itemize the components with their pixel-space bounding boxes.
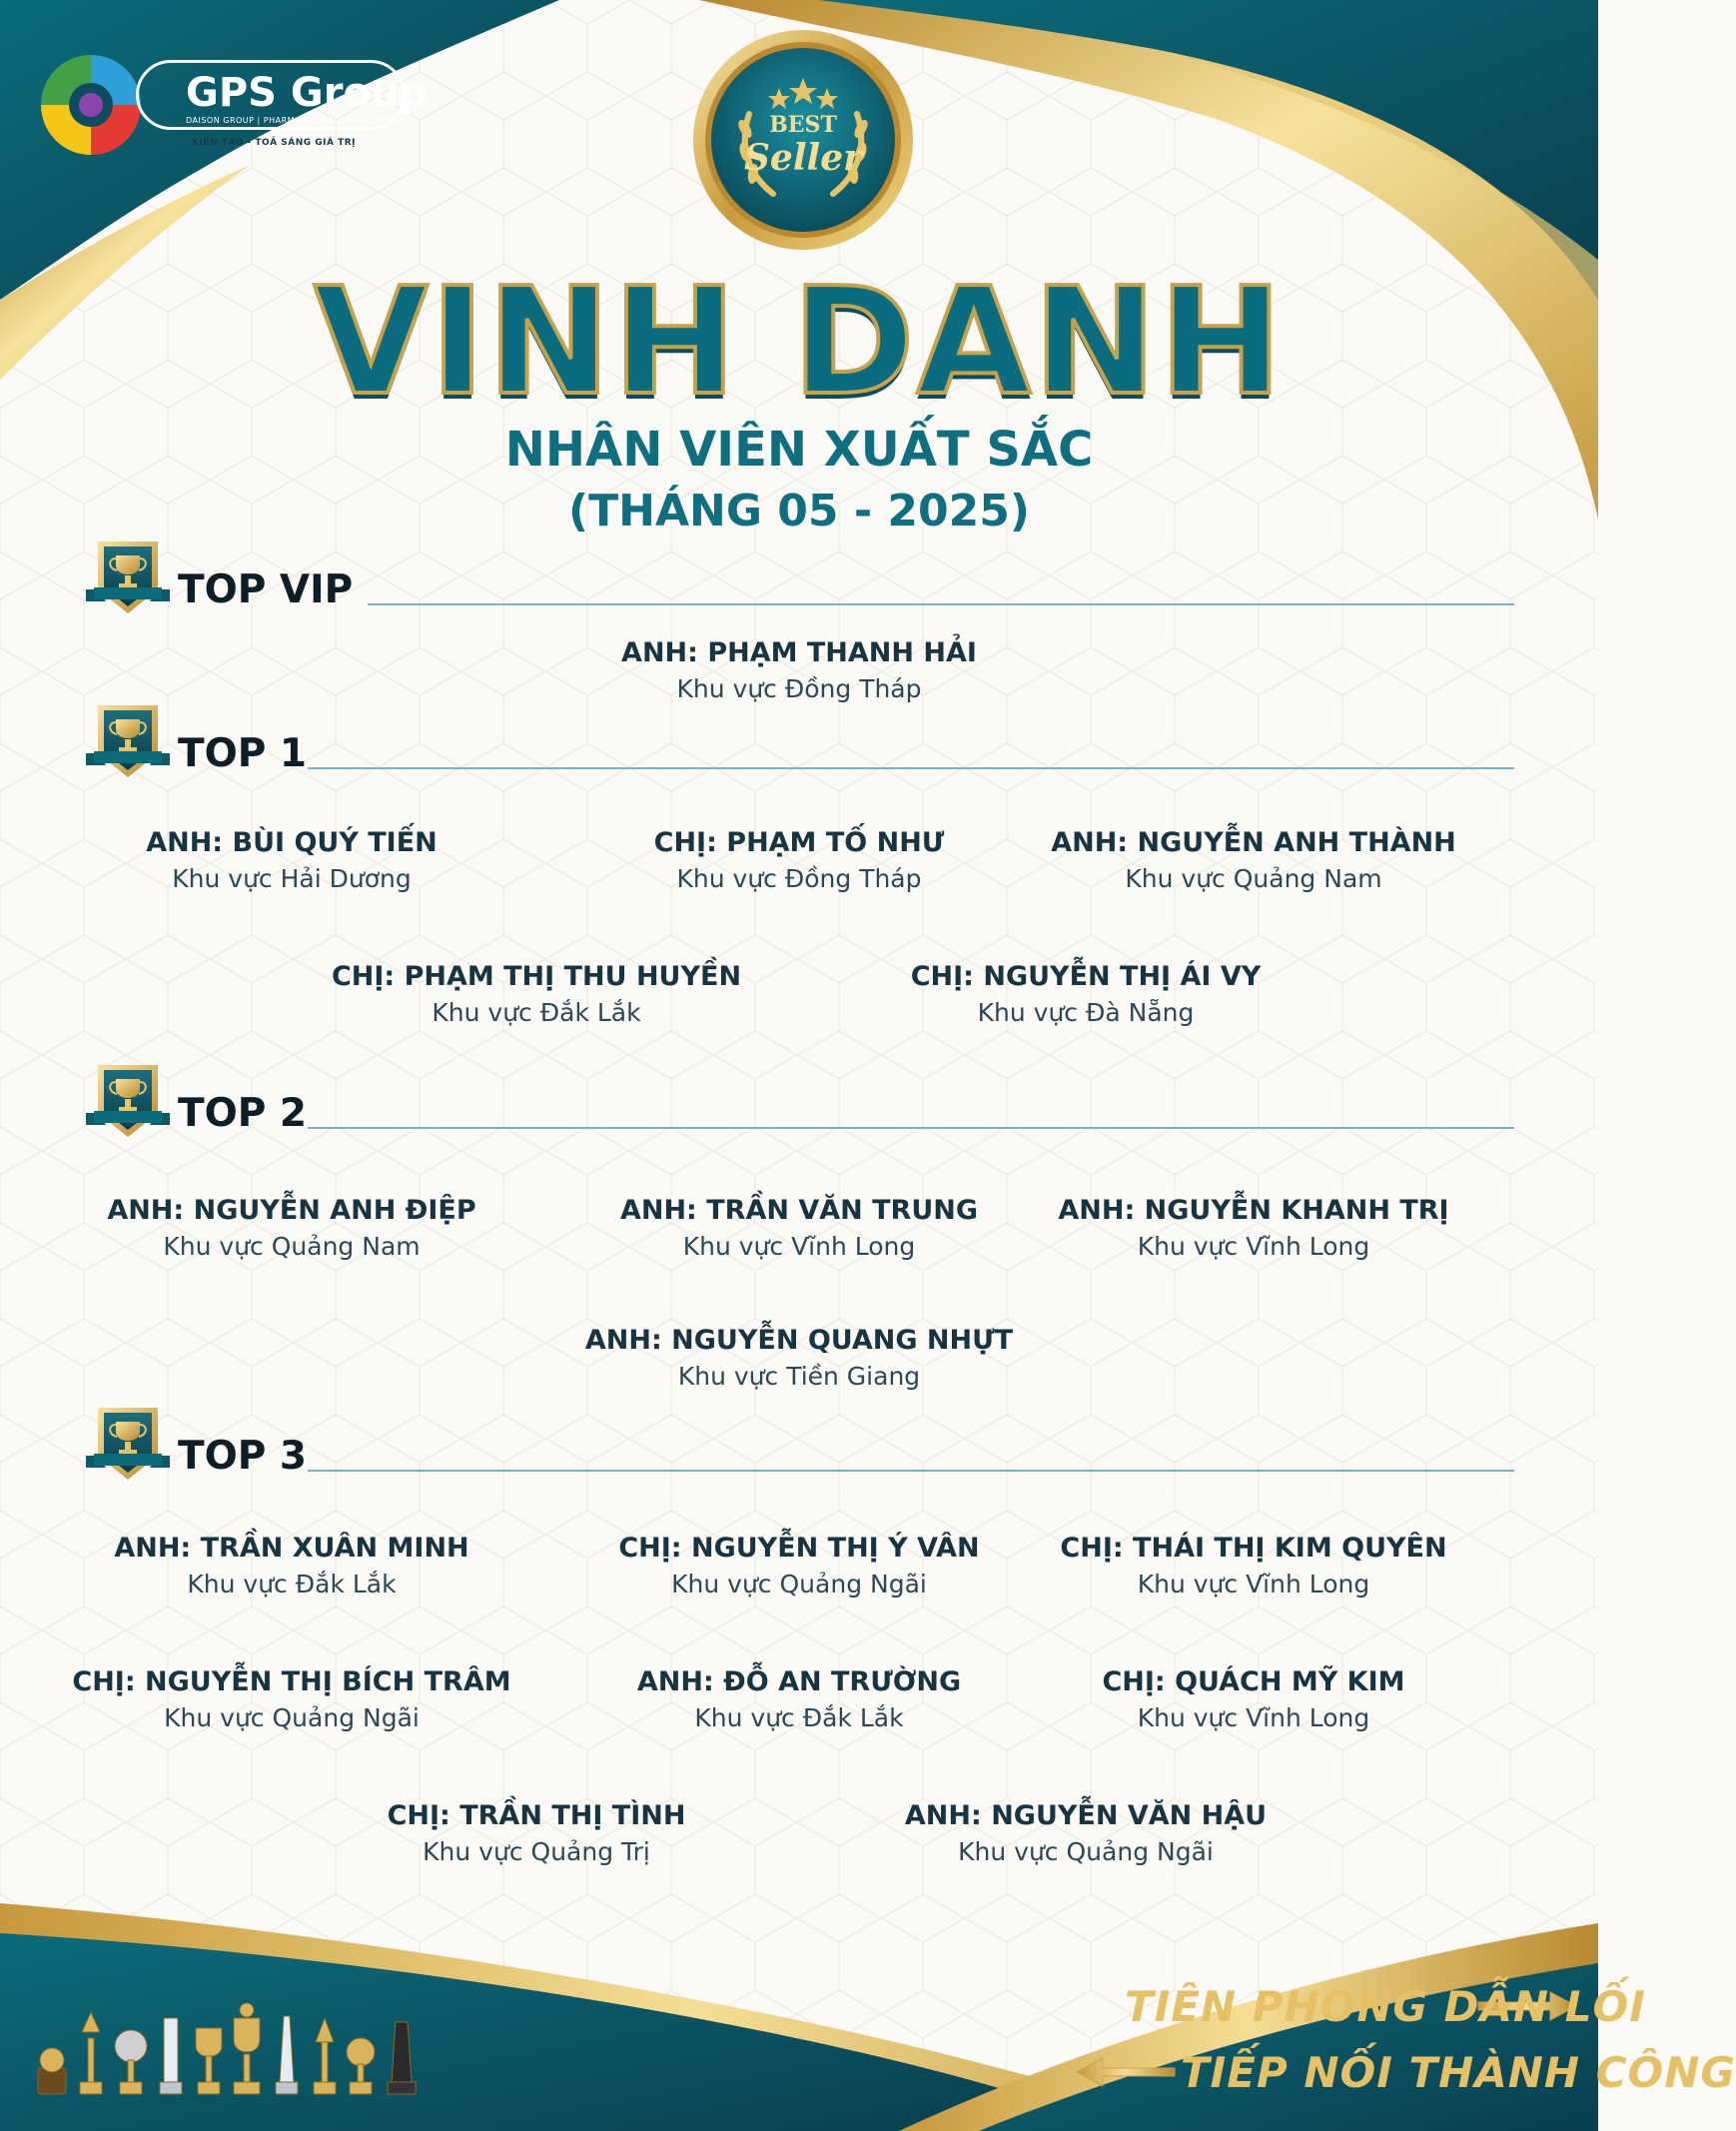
brand-slogan: KIẾN TẠO - TOẢ SÁNG GIÁ TRỊ: [192, 138, 357, 148]
honoree-area: Khu vực Quảng Trị: [423, 1837, 650, 1866]
honoree-area: Khu vực Vĩnh Long: [1137, 1570, 1370, 1598]
honoree-name: ANH: PHẠM THANH HẢI: [621, 637, 977, 668]
honoree-name: CHỊ: THÁI THỊ KIM QUYÊN: [1060, 1533, 1447, 1564]
honoree-area: Khu vực Tiền Giang: [677, 1362, 921, 1391]
section-trophy-icon: [84, 701, 172, 781]
honoree-name: CHỊ: PHẠM THỊ THU HUYỀN: [331, 961, 742, 992]
honoree-area: Khu vực Đắk Lắk: [694, 1703, 904, 1732]
page-subtitle: NHÂN VIÊN XUẤT SẮC: [504, 422, 1094, 478]
honoree-name: CHỊ: NGUYỄN THỊ BÍCH TRÂM: [72, 1666, 511, 1697]
honoree-area: Khu vực Quảng Ngãi: [671, 1570, 927, 1598]
honoree: [519, 1325, 1079, 1391]
honoree-area: Khu vực Đắk Lắk: [432, 998, 641, 1027]
honoree: [257, 961, 816, 1027]
section-trophy-icon: [84, 1061, 172, 1141]
honoree-name: ANH: NGUYỄN ANH ĐIỆP: [107, 1195, 476, 1226]
honoree-name: ANH: NGUYỄN QUANG NHỰT: [584, 1325, 1014, 1356]
honoree-name: ANH: NGUYỄN KHANH TRỊ: [1058, 1195, 1449, 1226]
honoree-area: Khu vực Vĩnh Long: [1137, 1703, 1370, 1732]
section-divider: [308, 1470, 1514, 1472]
section-divider: [368, 603, 1514, 605]
footer-arrow-bottom-icon: [1075, 2054, 1175, 2090]
brand-logo-block: [36, 50, 429, 160]
honoree: [257, 1800, 816, 1866]
section-label: TOP 3: [178, 1434, 308, 1479]
honoree-name: ANH: TRẦN XUÂN MINH: [114, 1533, 469, 1564]
honoree-area: Khu vực Quảng Nam: [1125, 864, 1382, 893]
honoree-name: CHỊ: QUÁCH MỸ KIM: [1102, 1666, 1405, 1697]
honoree-name: CHỊ: PHẠM TỐ NHƯ: [653, 827, 945, 858]
best-seller-medal-icon: [687, 24, 919, 256]
honoree-area: Khu vực Đồng Tháp: [676, 864, 922, 893]
section-divider: [308, 767, 1514, 769]
section-label: TOP VIP: [178, 567, 354, 612]
honoree: [12, 1195, 571, 1261]
honoree: [806, 961, 1365, 1027]
section-trophy-icon: [84, 1404, 172, 1484]
gps-globe-logo-icon: [36, 50, 146, 160]
section-trophy-icon: [84, 537, 172, 617]
section-divider: [308, 1127, 1514, 1129]
honoree-name: ANH: TRẦN VĂN TRUNG: [619, 1195, 979, 1226]
honoree: [519, 637, 1079, 703]
honoree-name: ANH: ĐỖ AN TRƯỜNG: [636, 1666, 962, 1697]
honoree-area: Khu vực Quảng Ngãi: [164, 1703, 420, 1732]
honoree: [974, 1195, 1533, 1261]
honoree-area: Khu vực Đắk Lắk: [187, 1570, 397, 1598]
honoree-area: Khu vực Hải Dương: [172, 864, 412, 893]
honoree-name: ANH: NGUYỄN VĂN HẬU: [904, 1800, 1268, 1831]
brand-name: GPS Group: [186, 70, 429, 116]
brand-divisions: DAISON GROUP | PHARMA GLOBAL | WORLDPHAR: [186, 116, 406, 125]
honoree-name: ANH: NGUYỄN ANH THÀNH: [1051, 827, 1456, 858]
footer-slogan-line2: TIẾP NỐI THÀNH CÔNG: [1181, 2048, 1736, 2097]
badge-line2: Seller: [743, 137, 863, 179]
honoree: [974, 1533, 1533, 1598]
honoree: [12, 827, 571, 893]
honoree-area: Khu vực Đà Nẵng: [977, 998, 1195, 1027]
honoree: [12, 1666, 571, 1732]
honoree: [806, 1800, 1365, 1866]
trophy-collection-icon: [30, 1998, 420, 2098]
honoree-name: CHỊ: NGUYỄN THỊ Ý VÂN: [618, 1533, 980, 1564]
section-label: TOP 1: [178, 731, 308, 776]
honoree: [974, 1666, 1533, 1732]
honoree-name: ANH: BÙI QUÝ TIẾN: [146, 827, 437, 858]
page-month: (THÁNG 05 - 2025): [568, 486, 1030, 536]
honoree-area: Khu vực Vĩnh Long: [682, 1232, 916, 1261]
honoree-area: Khu vực Quảng Nam: [163, 1232, 421, 1261]
honoree-area: Khu vực Vĩnh Long: [1137, 1232, 1370, 1261]
honoree-area: Khu vực Quảng Ngãi: [958, 1837, 1214, 1866]
section-label: TOP 2: [178, 1091, 308, 1136]
badge-line1: BEST: [769, 112, 837, 138]
honoree-name: CHỊ: NGUYỄN THỊ ÁI VY: [910, 961, 1262, 992]
footer-slogan-line1: TIÊN PHONG DẪN LỐI: [1125, 1982, 1646, 2031]
honoree-area: Khu vực Đồng Tháp: [676, 674, 922, 703]
honoree: [974, 827, 1533, 893]
honoree: [12, 1533, 571, 1598]
page-title: VINH DANH: [314, 256, 1285, 428]
honoree-name: CHỊ: TRẦN THỊ TÌNH: [387, 1800, 686, 1831]
